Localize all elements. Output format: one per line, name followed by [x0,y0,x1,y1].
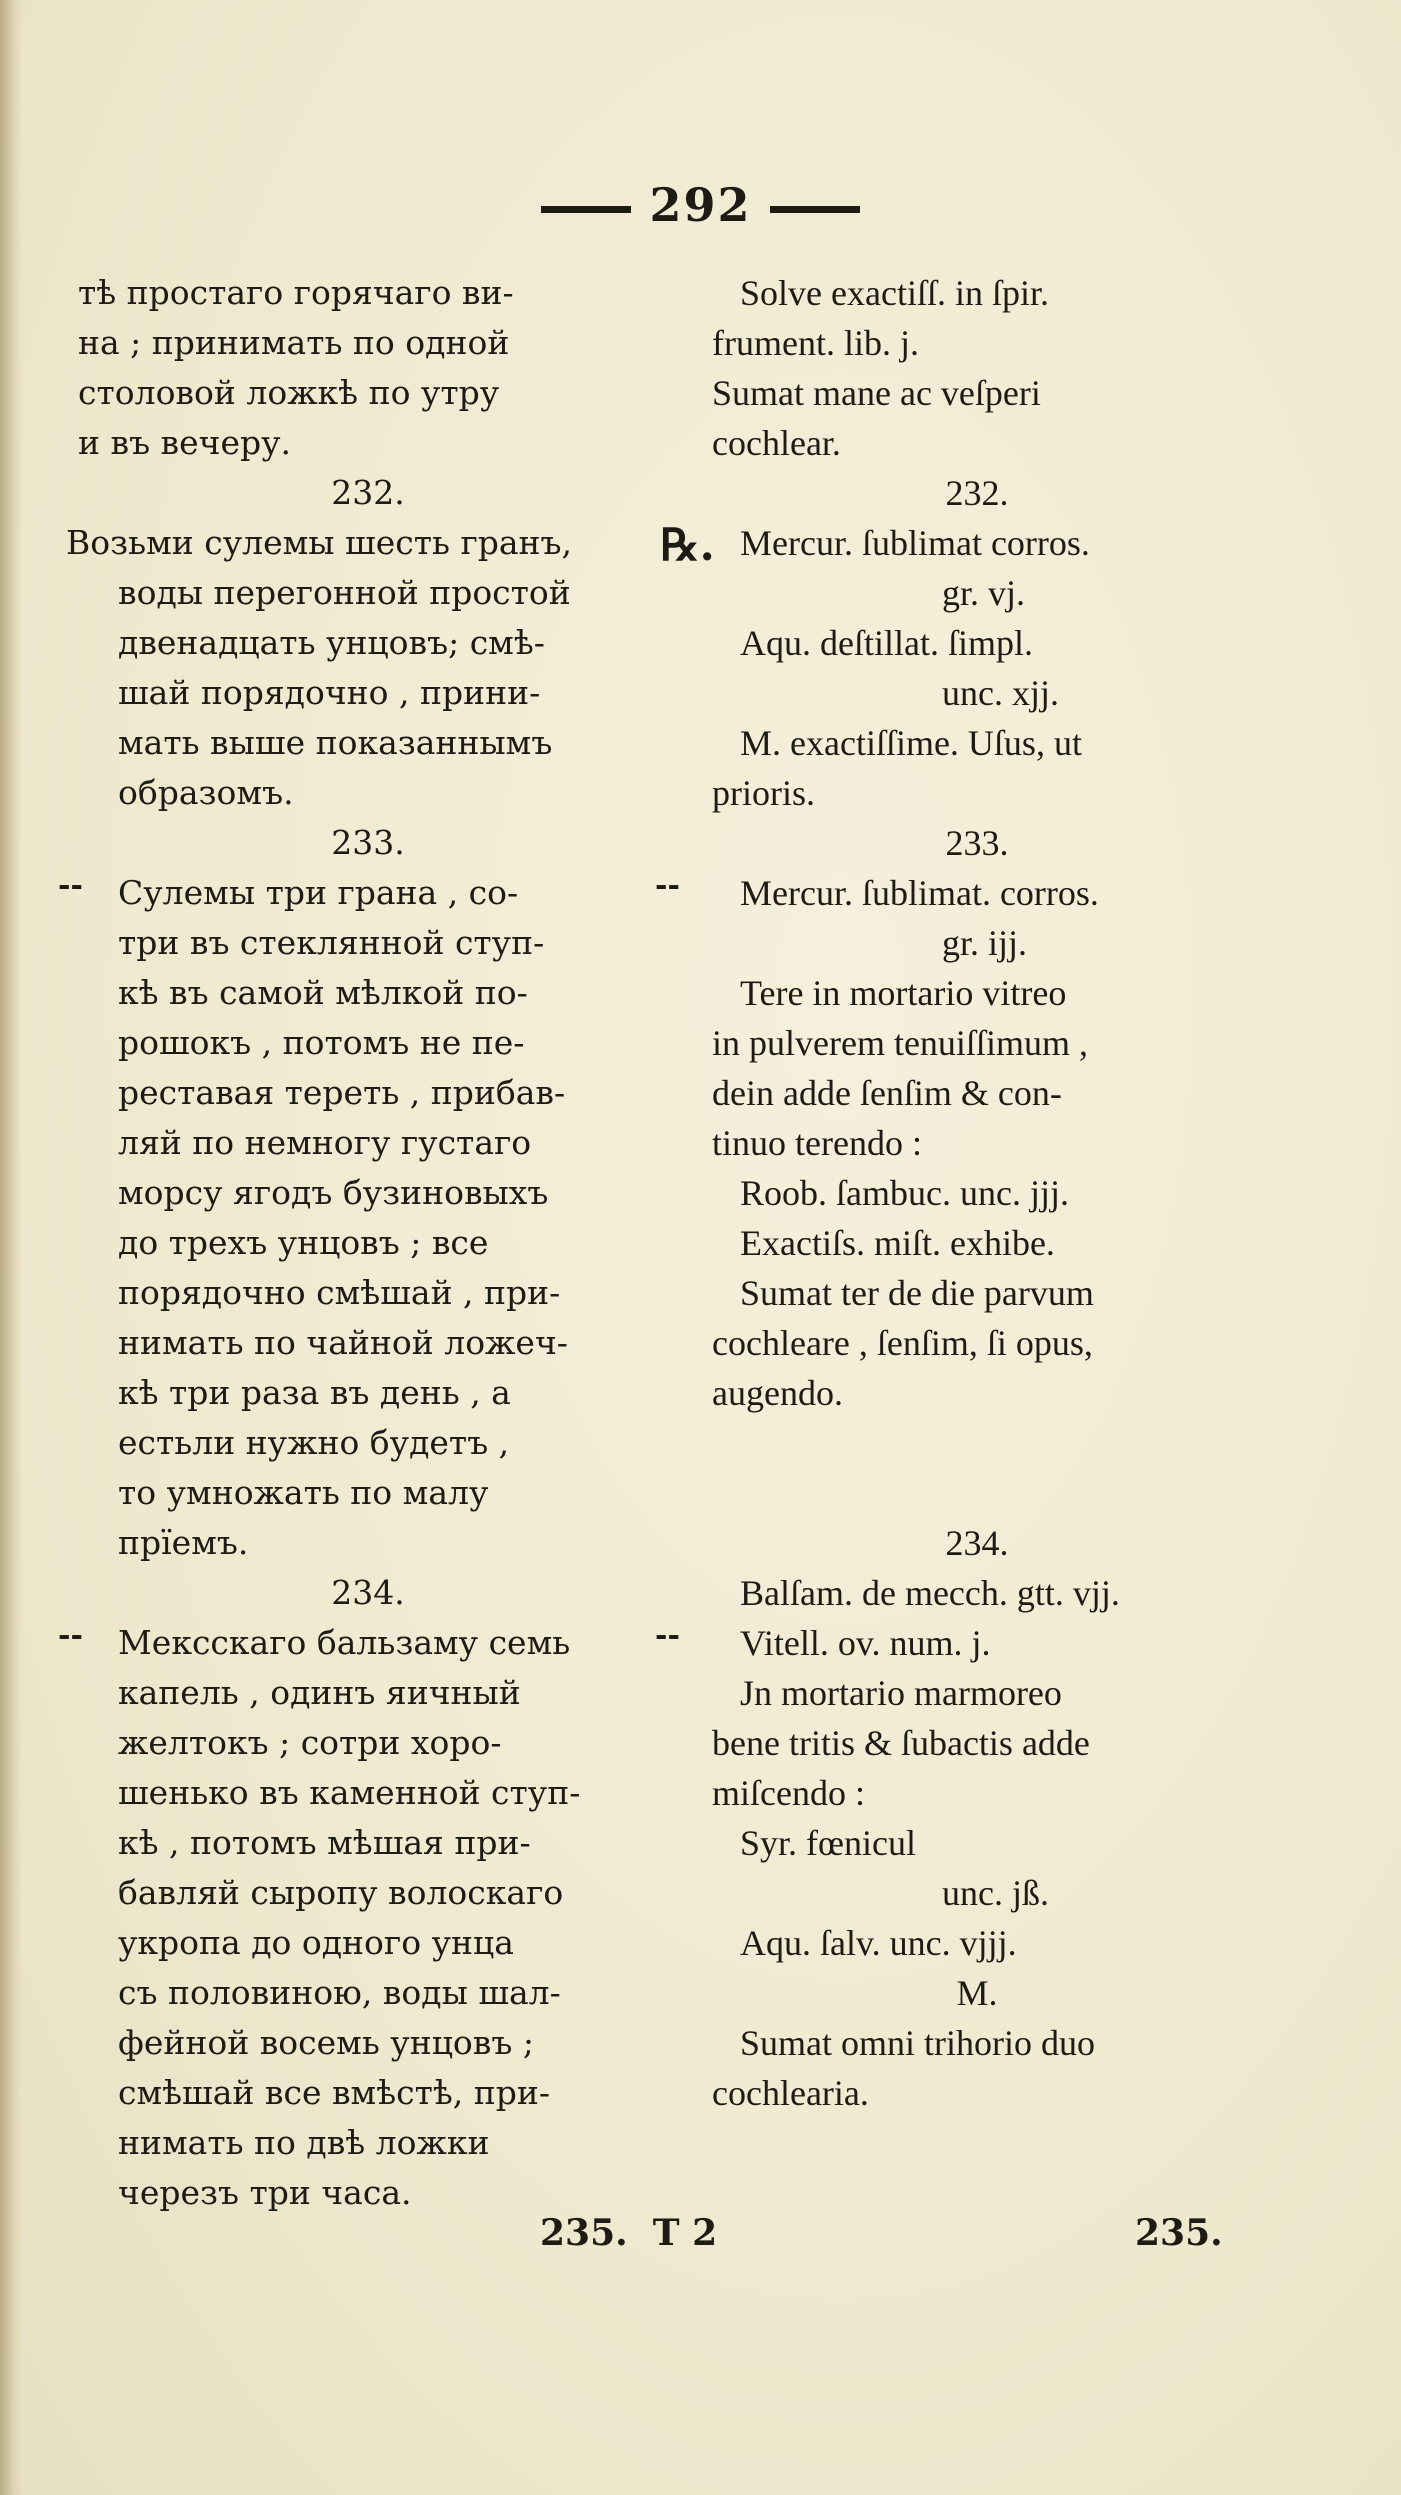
recipe-number: 232. [945,473,1009,513]
russian-column [66,268,658,2218]
text-line: образомъ. [118,773,294,812]
recipe-number: 232. [331,473,405,512]
text-line: Solve exactiſſ. in ſpir. [740,273,1049,313]
text-line: шенько въ каменной ступ- [118,1773,581,1812]
text-line: Sumat ter de die parvum [740,1273,1094,1313]
text-line: порядочно смѣшай , при- [118,1273,561,1312]
page-gutter [0,0,22,2495]
page-number: 292 [649,178,752,232]
text-line: то умножать по малу [118,1473,489,1512]
text-line: мать выше показаннымъ [118,723,553,762]
text-line: шай порядочно , прини- [118,673,541,712]
text-line: cochleare , ſenſim, ſi opus, [712,1323,1093,1363]
text-line: unc. jß. [942,1873,1049,1913]
text-line: M. [956,1973,998,2013]
text-line: Balſam. de mecch. gtt. vjj. [740,1573,1120,1613]
catchword-right: 235. [1135,2212,1223,2254]
text-line: cochlear. [712,423,841,463]
text-line: желтокъ ; сотри хоро- [118,1723,502,1762]
text-line: gr. ijj. [942,923,1028,963]
header-rule-right [770,206,860,213]
latin-column [712,268,1242,2118]
text-line: M. exactiſſime. Uſus, ut [740,723,1082,763]
text-line: gr. vj. [942,573,1026,613]
recipe-number: 234. [945,1523,1009,1563]
text-line: нимать по двѣ ложки [118,2123,490,2162]
text-line: Tere in mortario vitreo [740,973,1067,1013]
text-line: фейной восемь унцовъ ; [118,2023,534,2062]
text-line: Vitell. ov. num. j. [740,1623,991,1663]
text-line: Mercur. ſublimat. corros. [740,873,1099,913]
text-line: Aqu. ſalv. unc. vjjj. [740,1923,1017,1963]
text-line: черезъ три часа. [118,2173,412,2212]
text-line: смѣшай все вмѣстѣ, при- [118,2073,550,2112]
text-line: in pulverem tenuiſſimum , [712,1023,1088,1063]
text-line: рошокъ , потомъ не пе- [118,1023,525,1062]
text-line: рестaвая тереть , прибав- [118,1073,566,1112]
text-line: Sumat omni trihorio duo [740,2023,1095,2063]
text-line: Aqu. deſtillat. ſimpl. [740,623,1033,663]
text-line: frument. lib. j. [712,323,919,363]
text-line: съ половиною, воды шал- [118,1973,561,2012]
text-line: Sumat mane ac veſperi [712,373,1041,413]
text-line: Exactiſs. miſt. exhibe. [740,1223,1055,1263]
text-line: cochlearia. [712,2073,869,2113]
text-line: unc. xjj. [942,673,1059,713]
text-line: bene tritis & ſubactis adde [712,1723,1090,1763]
margin-mark: -- [58,868,83,903]
text-line: двенадцать унцовъ; смѣ- [118,623,545,662]
recipe-number: 233. [331,823,405,862]
footer-signature [540,2212,717,2254]
header-rule-left [541,206,631,213]
recipe-symbol: ℞. [660,520,715,571]
margin-mark: -- [58,1618,83,1653]
spacer [712,1418,1242,1468]
catchword-left: 235. [540,2212,628,2254]
text-line: три въ стеклянной ступ- [118,923,545,962]
text-line: Возьми сулемы шесть гранъ, [66,523,573,562]
text-line: на ; принимать по одной [78,323,510,362]
text-line: нимать по чайной ложеч- [118,1323,568,1362]
text-line: воды перегонной простой [118,573,571,612]
text-line: тѣ простаго горячаго ви- [78,273,514,312]
text-line: прїемъ. [118,1523,249,1562]
text-line: укропа до одного унца [118,1923,514,1962]
recipe-number: 233. [945,823,1009,863]
text-line: бавляй сыропу волоскаго [118,1873,564,1912]
text-line: Mercur. ſublimat corros. [740,523,1090,563]
text-line: Сулемы три грана , со- [118,873,519,912]
text-line: кѣ три раза въ день , а [118,1373,511,1412]
text-line: естьли нужно будетъ , [118,1423,510,1462]
text-line: до трехъ унцовъ ; все [118,1223,489,1262]
text-line: Roob. ſambuc. unc. jjj. [740,1173,1069,1213]
text-line: кѣ въ самой мѣлкой по- [118,973,528,1012]
spacer [712,1468,1242,1518]
margin-mark: -- [655,1618,680,1653]
recipe-number: 234. [331,1573,405,1612]
text-line: кѣ , потомъ мѣшая при- [118,1823,531,1862]
margin-mark: -- [655,868,680,903]
text-line: dein adde ſenſim & con- [712,1073,1062,1113]
text-line: ляй по немногу густаго [118,1123,532,1162]
text-line: морсу ягодъ бузиновыхъ [118,1173,549,1212]
text-line: Syr. fœnicul [740,1823,916,1863]
text-line: Мексскаго бальзаму семь [118,1623,571,1662]
text-line: tinuo terendo : [712,1123,922,1163]
page-header [0,178,1401,232]
text-line: prioris. [712,773,815,813]
text-line: augendo. [712,1373,843,1413]
text-line: столовой ложкѣ по утру [78,373,500,412]
signature-mark: T 2 [652,2212,718,2254]
text-line: miſcendo : [712,1773,865,1813]
text-line: капель , одинъ яичный [118,1673,521,1712]
text-line: и въ вечеру. [78,423,292,462]
text-line: Jn mortario marmoreo [740,1673,1062,1713]
